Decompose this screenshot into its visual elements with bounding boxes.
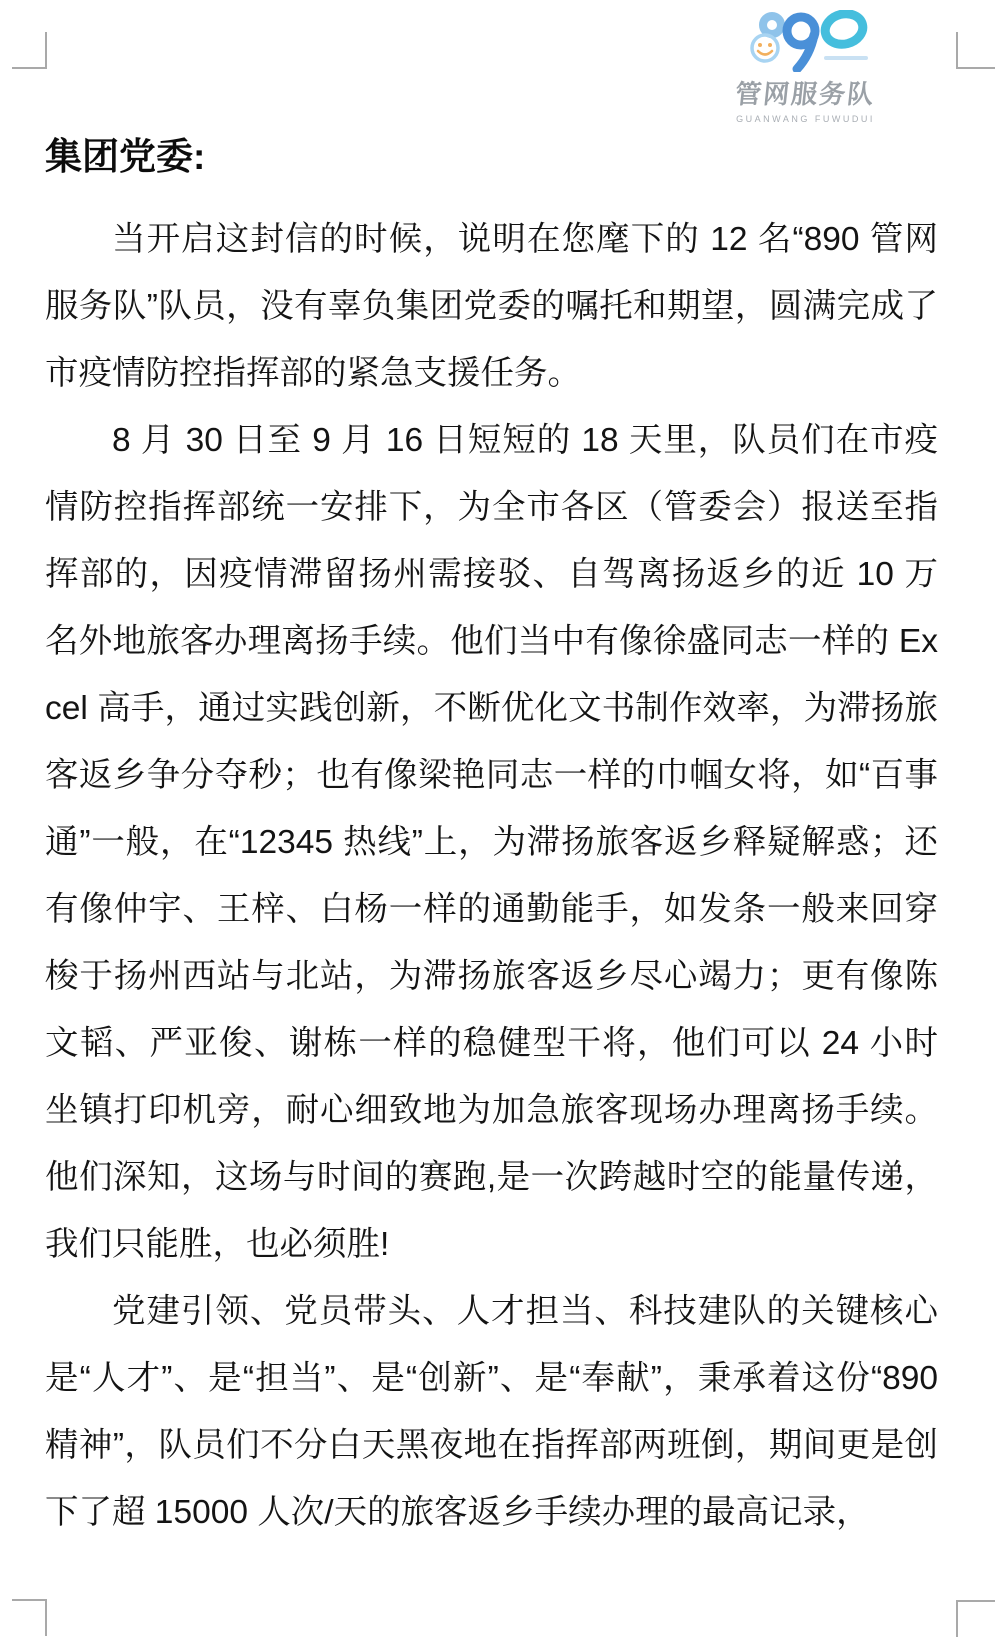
logo	[698, 10, 913, 124]
logo-name-en: GUANWANG FUWUDUI	[736, 114, 875, 124]
logo-890-icon	[731, 10, 881, 72]
letter-paragraph-1: 当开启这封信的时候，说明在您麾下的 12 名“890 管网服务队”队员，没有辜负集团党委的嘱托和期望，圆满完成了市疫情防控指挥部的紧急支援任务。	[45, 221, 938, 392]
letter-salutation: 集团党委:	[45, 136, 206, 177]
crop-mark-bottom-right	[956, 1600, 995, 1637]
crop-mark-top-left	[12, 32, 47, 69]
crop-mark-bottom-left	[12, 1599, 47, 1636]
letter-paragraph-3: 党建引领、党员带头、人才担当、科技建队的关键核心是“人才”、是“担当”、是“创新”、是“奉献”，秉承着这份“890精神”，队员们不分白天黑夜地在指挥部两班倒，期间更是创下了超 15000 人次/天的旅客返乡手续办理的最高记录，	[45, 1293, 938, 1531]
letter-body	[45, 126, 938, 1546]
letter-paragraph-2: 8 月 30 日至 9 月 16 日短短的 18 天里，队员们在市疫情防控指挥部统一安排下，为全市各区（管委会）报送至指挥部的，因疫情滞留扬州需接驳、自驾离扬返乡的近 10 万名外地旅客办理离扬手续。他们当中有像徐盛同志一样的 Excel 高手，通过实践创新，不断优化文书制作效率，为滞扬旅客返乡争分夺秒；也有像梁艳同志一样的巾帼女将，如“百事通”一般，在“12345 热线”上，为滞扬旅客返乡释疑解惑；还有像仲宇、王梓、白杨一样的通勤能手，如发条一般来回穿梭于扬州西站与北站，为滞扬旅客返乡尽心竭力；更有像陈文韬、严亚俊、谢栋一样的稳健型干将，他们可以 24 小时坐镇打印机旁，耐心细致地为加急旅客现场办理离扬手续。他们深知，这场与时间的赛跑,是一次跨越时空的能量传递，我们只能胜，也必须胜!	[45, 422, 938, 1263]
logo-name-cn: 管网服务队	[733, 79, 877, 109]
crop-mark-top-right	[956, 32, 995, 69]
